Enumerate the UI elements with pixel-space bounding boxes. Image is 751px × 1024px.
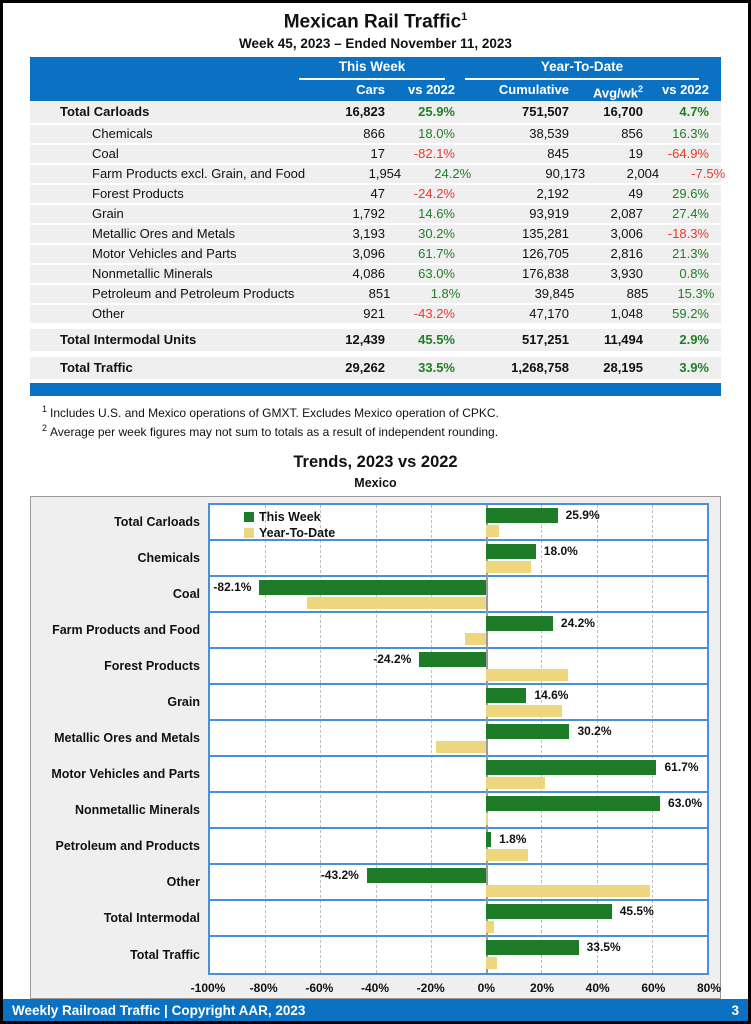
bar-this-week: [367, 868, 486, 883]
column-header-avg-wk: Avg/$wk^2$: [592, 84, 643, 101]
footnote-text: Average per week figures may not sum to totals as a result of independent rounding.: [50, 425, 499, 440]
group-header-this-week: This Week: [299, 57, 445, 80]
x-axis-tick: 40%: [585, 981, 610, 996]
bar-this-week: [486, 688, 526, 703]
table-row: [30, 305, 721, 325]
cell-avg-wk: 3,930: [610, 266, 643, 282]
legend-item: [244, 525, 335, 541]
col-header-pad: [709, 80, 721, 102]
cell-pad: [709, 329, 721, 351]
chart-row: [172, 577, 707, 613]
cell-cumulative: 47,170: [529, 306, 569, 322]
cell-ytd-vs-2022: 16.3%: [672, 126, 709, 142]
bar-value-label: 25.9%: [565, 508, 600, 523]
chart-category-label: Chemicals: [137, 551, 200, 566]
row-label: Nonmetallic Minerals: [92, 266, 213, 282]
x-axis-tick: 20%: [529, 981, 555, 996]
cell-vs-2022: 25.9%: [418, 104, 455, 120]
footer-text: Weekly Railroad Traffic | Copyright AAR, 2023: [12, 1002, 306, 1018]
cell-vs-2022: 14.6%: [418, 206, 455, 222]
cell-cumulative: 1,268,758: [511, 360, 569, 376]
row-label: Petroleum and Petroleum Products: [92, 286, 295, 302]
cell-cumulative: 90,173: [545, 166, 586, 182]
cell-pad: [709, 125, 721, 143]
bar-year-to-date: [486, 669, 568, 681]
chart-row: [104, 649, 707, 685]
bar-year-to-date: [486, 957, 497, 969]
table-row: [30, 357, 721, 381]
cell-ytd-vs-2022: 59.2%: [672, 306, 709, 322]
legend-label: Year-To-Date: [259, 526, 336, 541]
cell-ytd-vs-2022: 4.7%: [679, 104, 709, 120]
cell-avg-wk: 2,087: [610, 206, 643, 222]
table-column-header-row: [30, 80, 721, 101]
chart-plot-area: [51, 503, 709, 975]
bar-year-to-date: [486, 849, 528, 861]
row-label: Metallic Ores and Metals: [92, 226, 236, 242]
chart-category-label: Nonmetallic Minerals: [74, 803, 200, 818]
cell-cars: 4,086: [352, 266, 385, 282]
table-row: [30, 285, 721, 305]
cell-pad: [709, 245, 721, 263]
row-label: Grain: [92, 206, 124, 222]
trends-bar-chart: [30, 496, 721, 999]
chart-row: [166, 865, 707, 901]
cell-avg-wk: 1,048: [610, 306, 643, 322]
column-header-cars: Cars: [356, 82, 385, 98]
x-axis-tick: -100%: [190, 981, 226, 996]
footnote-marker: 2: [42, 423, 48, 434]
cell-pad: [709, 357, 721, 379]
cell-ytd-vs-2022: 27.4%: [672, 206, 709, 222]
page-title-text: Mexican Rail Traffic: [283, 11, 462, 33]
cell-ytd-vs-2022: 21.3%: [672, 246, 709, 262]
cell-ytd-vs-2022: 2.9%: [679, 332, 709, 348]
cell-cars: 1,792: [352, 206, 385, 222]
cell-cars: 17: [370, 146, 385, 162]
cell-vs-2022: 1.8%: [430, 286, 461, 302]
page-footer: [3, 999, 748, 1021]
cell-avg-wk: 2,816: [610, 246, 643, 262]
x-axis-tick: 80%: [696, 981, 722, 996]
column-header-cumulative: Cumulative: [498, 82, 569, 98]
cell-ytd-vs-2022: -18.3%: [667, 226, 709, 242]
footer-page-number: 3: [731, 1002, 739, 1018]
bar-value-label: 1.8%: [499, 832, 527, 847]
col-header-spacer: [30, 80, 289, 102]
chart-category-label: Grain: [167, 695, 200, 710]
row-label: Forest Products: [92, 186, 184, 202]
row-label: Total Carloads: [60, 104, 150, 120]
cell-cumulative: 751,507: [522, 104, 569, 120]
bar-value-label: 24.2%: [560, 616, 595, 631]
row-label: Motor Vehicles and Parts: [92, 246, 237, 262]
table-row: [30, 225, 721, 245]
bar-this-week: [419, 652, 486, 667]
table-row: [30, 145, 721, 165]
cell-cars: 3,096: [352, 246, 385, 262]
bar-value-label: 14.6%: [534, 688, 569, 703]
cell-ytd-vs-2022: 29.6%: [672, 186, 709, 202]
bar-year-to-date: [436, 741, 487, 753]
bar-value-label: 61.7%: [664, 760, 699, 775]
page-title: [3, 11, 748, 33]
cell-ytd-vs-2022: 3.9%: [679, 360, 709, 376]
row-label: Total Traffic: [60, 360, 133, 376]
bar-this-week: [486, 508, 558, 523]
cell-vs-2022: 45.5%: [418, 332, 455, 348]
bar-value-label: 33.5%: [586, 940, 621, 955]
cell-ytd-vs-2022: -64.9%: [667, 146, 709, 162]
cell-pad: [714, 285, 726, 303]
traffic-table-body: [30, 101, 726, 381]
cell-cars: 921: [363, 306, 385, 322]
chart-row: [167, 685, 707, 721]
column-header-vs-2022: vs 2022: [662, 82, 709, 98]
cell-cumulative: 176,838: [522, 266, 569, 282]
cell-avg-wk: 49: [628, 186, 643, 202]
chart-category-label: Motor Vehicles and Parts: [51, 767, 200, 782]
footnote-text: Includes U.S. and Mexico operations of GMXT. Excludes Mexico operation of CPKC.: [50, 406, 499, 421]
bar-value-label: 18.0%: [543, 544, 578, 559]
row-label: Farm Products excl. Grain, and Food: [92, 166, 306, 182]
row-label: Other: [92, 306, 125, 322]
x-axis-tick: 60%: [641, 981, 666, 996]
bar-year-to-date: [486, 525, 499, 537]
bar-year-to-date: [486, 561, 531, 573]
bar-year-to-date: [486, 885, 649, 897]
chart-category-label: Coal: [172, 587, 200, 602]
cell-avg-wk: 28,195: [603, 360, 643, 376]
legend-label: This Week: [259, 510, 321, 525]
avgwk-footnote-marker: 2: [637, 84, 643, 95]
bar-value-label: 63.0%: [668, 796, 703, 811]
group-header-pad: [709, 57, 721, 80]
cell-vs-2022: 18.0%: [418, 126, 455, 142]
cell-cumulative: 126,705: [522, 246, 569, 262]
cell-cars: 3,193: [352, 226, 385, 242]
chart-row: [55, 829, 707, 865]
cell-vs-2022: -43.2%: [413, 306, 455, 322]
row-label: Chemicals: [92, 126, 153, 142]
cell-avg-wk: 3,006: [610, 226, 643, 242]
chart-row: [130, 937, 707, 973]
x-axis-tick: 0%: [477, 981, 495, 996]
cell-ytd-vs-2022: -7.5%: [691, 166, 726, 182]
chart-legend: [244, 509, 335, 541]
row-label: Total Intermodal Units: [60, 332, 197, 348]
cell-vs-2022: 63.0%: [418, 266, 455, 282]
chart-category-label: Petroleum and Products: [55, 839, 200, 854]
x-axis-tick: -60%: [305, 981, 334, 996]
cell-avg-wk: 856: [621, 126, 643, 142]
table-row: [30, 185, 721, 205]
cell-cumulative: 39,845: [534, 286, 575, 302]
bar-this-week: [486, 940, 578, 955]
bar-value-label: 30.2%: [577, 724, 612, 739]
cell-pad: [709, 225, 721, 243]
bar-value-label: -24.2%: [373, 652, 412, 667]
cell-vs-2022: 24.2%: [434, 166, 472, 182]
legend-swatch-this-week: [244, 512, 254, 522]
bar-value-label: -82.1%: [213, 580, 252, 595]
footnote: [42, 423, 721, 439]
cell-vs-2022: -82.1%: [413, 146, 455, 162]
chart-row: [74, 793, 707, 829]
footnote-marker: 1: [42, 404, 48, 415]
cell-cumulative: 135,281: [522, 226, 569, 242]
bar-year-to-date: [486, 705, 562, 717]
bar-this-week: [486, 724, 569, 739]
row-label: Coal: [92, 146, 119, 162]
table-row: [30, 165, 726, 185]
cell-vs-2022: 30.2%: [418, 226, 455, 242]
cell-cars: 866: [363, 126, 385, 142]
bar-value-label: 45.5%: [619, 904, 654, 919]
cell-avg-wk: 2,004: [626, 166, 660, 182]
zero-line: [486, 505, 488, 973]
bar-this-week: [486, 796, 660, 811]
cell-cumulative: 517,251: [522, 332, 569, 348]
x-axis-tick: -20%: [416, 981, 445, 996]
cell-cumulative: 2,192: [536, 186, 569, 202]
cell-ytd-vs-2022: 15.3%: [677, 286, 715, 302]
bar-this-week: [486, 544, 536, 559]
chart-subtitle: Mexico: [354, 476, 397, 491]
chart-row: [137, 541, 707, 577]
bar-this-week: [486, 832, 491, 847]
cell-ytd-vs-2022: 0.8%: [679, 266, 709, 282]
chart-title: Trends, 2023 vs 2022: [293, 453, 458, 472]
chart-category-label: Forest Products: [104, 659, 200, 674]
table-row: [30, 329, 721, 353]
bar-this-week: [486, 904, 612, 919]
chart-category-label: Farm Products and Food: [52, 623, 200, 638]
table-row: [30, 205, 721, 225]
cell-cumulative: 93,919: [529, 206, 569, 222]
chart-category-label: Total Carloads: [114, 515, 200, 530]
bar-year-to-date: [486, 813, 488, 825]
cell-cars: 16,823: [345, 104, 385, 120]
cell-cars: 12,439: [345, 332, 385, 348]
cell-vs-2022: 33.5%: [418, 360, 455, 376]
group-header-spacer: [30, 57, 289, 80]
bar-year-to-date: [486, 921, 494, 933]
legend-swatch-year-to-date: [244, 528, 254, 538]
cell-cars: 47: [370, 186, 385, 202]
table-header: [30, 57, 721, 101]
cell-avg-wk: 19: [628, 146, 643, 162]
column-header-vs-2022: vs 2022: [408, 82, 455, 98]
cell-cumulative: 38,539: [529, 126, 569, 142]
group-header-year-to-date: Year-To-Date: [465, 57, 699, 80]
cell-pad: [709, 145, 721, 163]
chart-category-label: Total Traffic: [130, 948, 200, 963]
cell-pad: [709, 101, 721, 123]
cell-cumulative: 845: [547, 146, 569, 162]
table-bottom-separator: [30, 383, 721, 396]
page-subtitle: Week 45, 2023 – Ended November 11, 2023: [239, 36, 512, 52]
bar-year-to-date: [486, 777, 545, 789]
cell-cars: 1,954: [368, 166, 402, 182]
cell-vs-2022: 61.7%: [418, 246, 455, 262]
table-row: [30, 245, 721, 265]
cell-pad: [725, 165, 737, 183]
bar-this-week: [259, 580, 486, 595]
cell-avg-wk: 885: [626, 286, 649, 302]
title-footnote-marker: 1: [461, 11, 468, 23]
chart-row: [103, 901, 707, 937]
bar-year-to-date: [465, 633, 486, 645]
chart-category-label: Total Intermodal: [103, 911, 200, 926]
table-row: [30, 101, 721, 125]
cell-avg-wk: 11,494: [603, 332, 643, 348]
x-axis-tick: -80%: [249, 981, 278, 996]
bar-this-week: [486, 616, 553, 631]
table-group-header-row: [30, 57, 721, 80]
bar-year-to-date: [307, 597, 486, 609]
chart-category-label: Metallic Ores and Metals: [54, 731, 200, 746]
table-row: [30, 265, 721, 285]
chart-row: [51, 757, 707, 793]
chart-row: [52, 613, 707, 649]
bar-value-label: -43.2%: [320, 868, 359, 883]
cell-avg-wk: 16,700: [603, 104, 643, 120]
cell-pad: [709, 205, 721, 223]
footnotes: [42, 404, 721, 439]
cell-vs-2022: -24.2%: [413, 186, 455, 202]
bar-this-week: [486, 760, 656, 775]
cell-cars: 29,262: [345, 360, 385, 376]
chart-category-label: Other: [166, 875, 200, 890]
footnote: [42, 404, 721, 420]
x-axis-tick: -40%: [360, 981, 390, 996]
chart-row: [54, 721, 707, 757]
cell-pad: [709, 185, 721, 203]
chart-x-axis: [190, 979, 722, 999]
cell-cars: 851: [368, 286, 391, 302]
cell-pad: [709, 265, 721, 283]
legend-item: [244, 509, 335, 525]
table-row: [30, 125, 721, 145]
cell-pad: [709, 305, 721, 323]
